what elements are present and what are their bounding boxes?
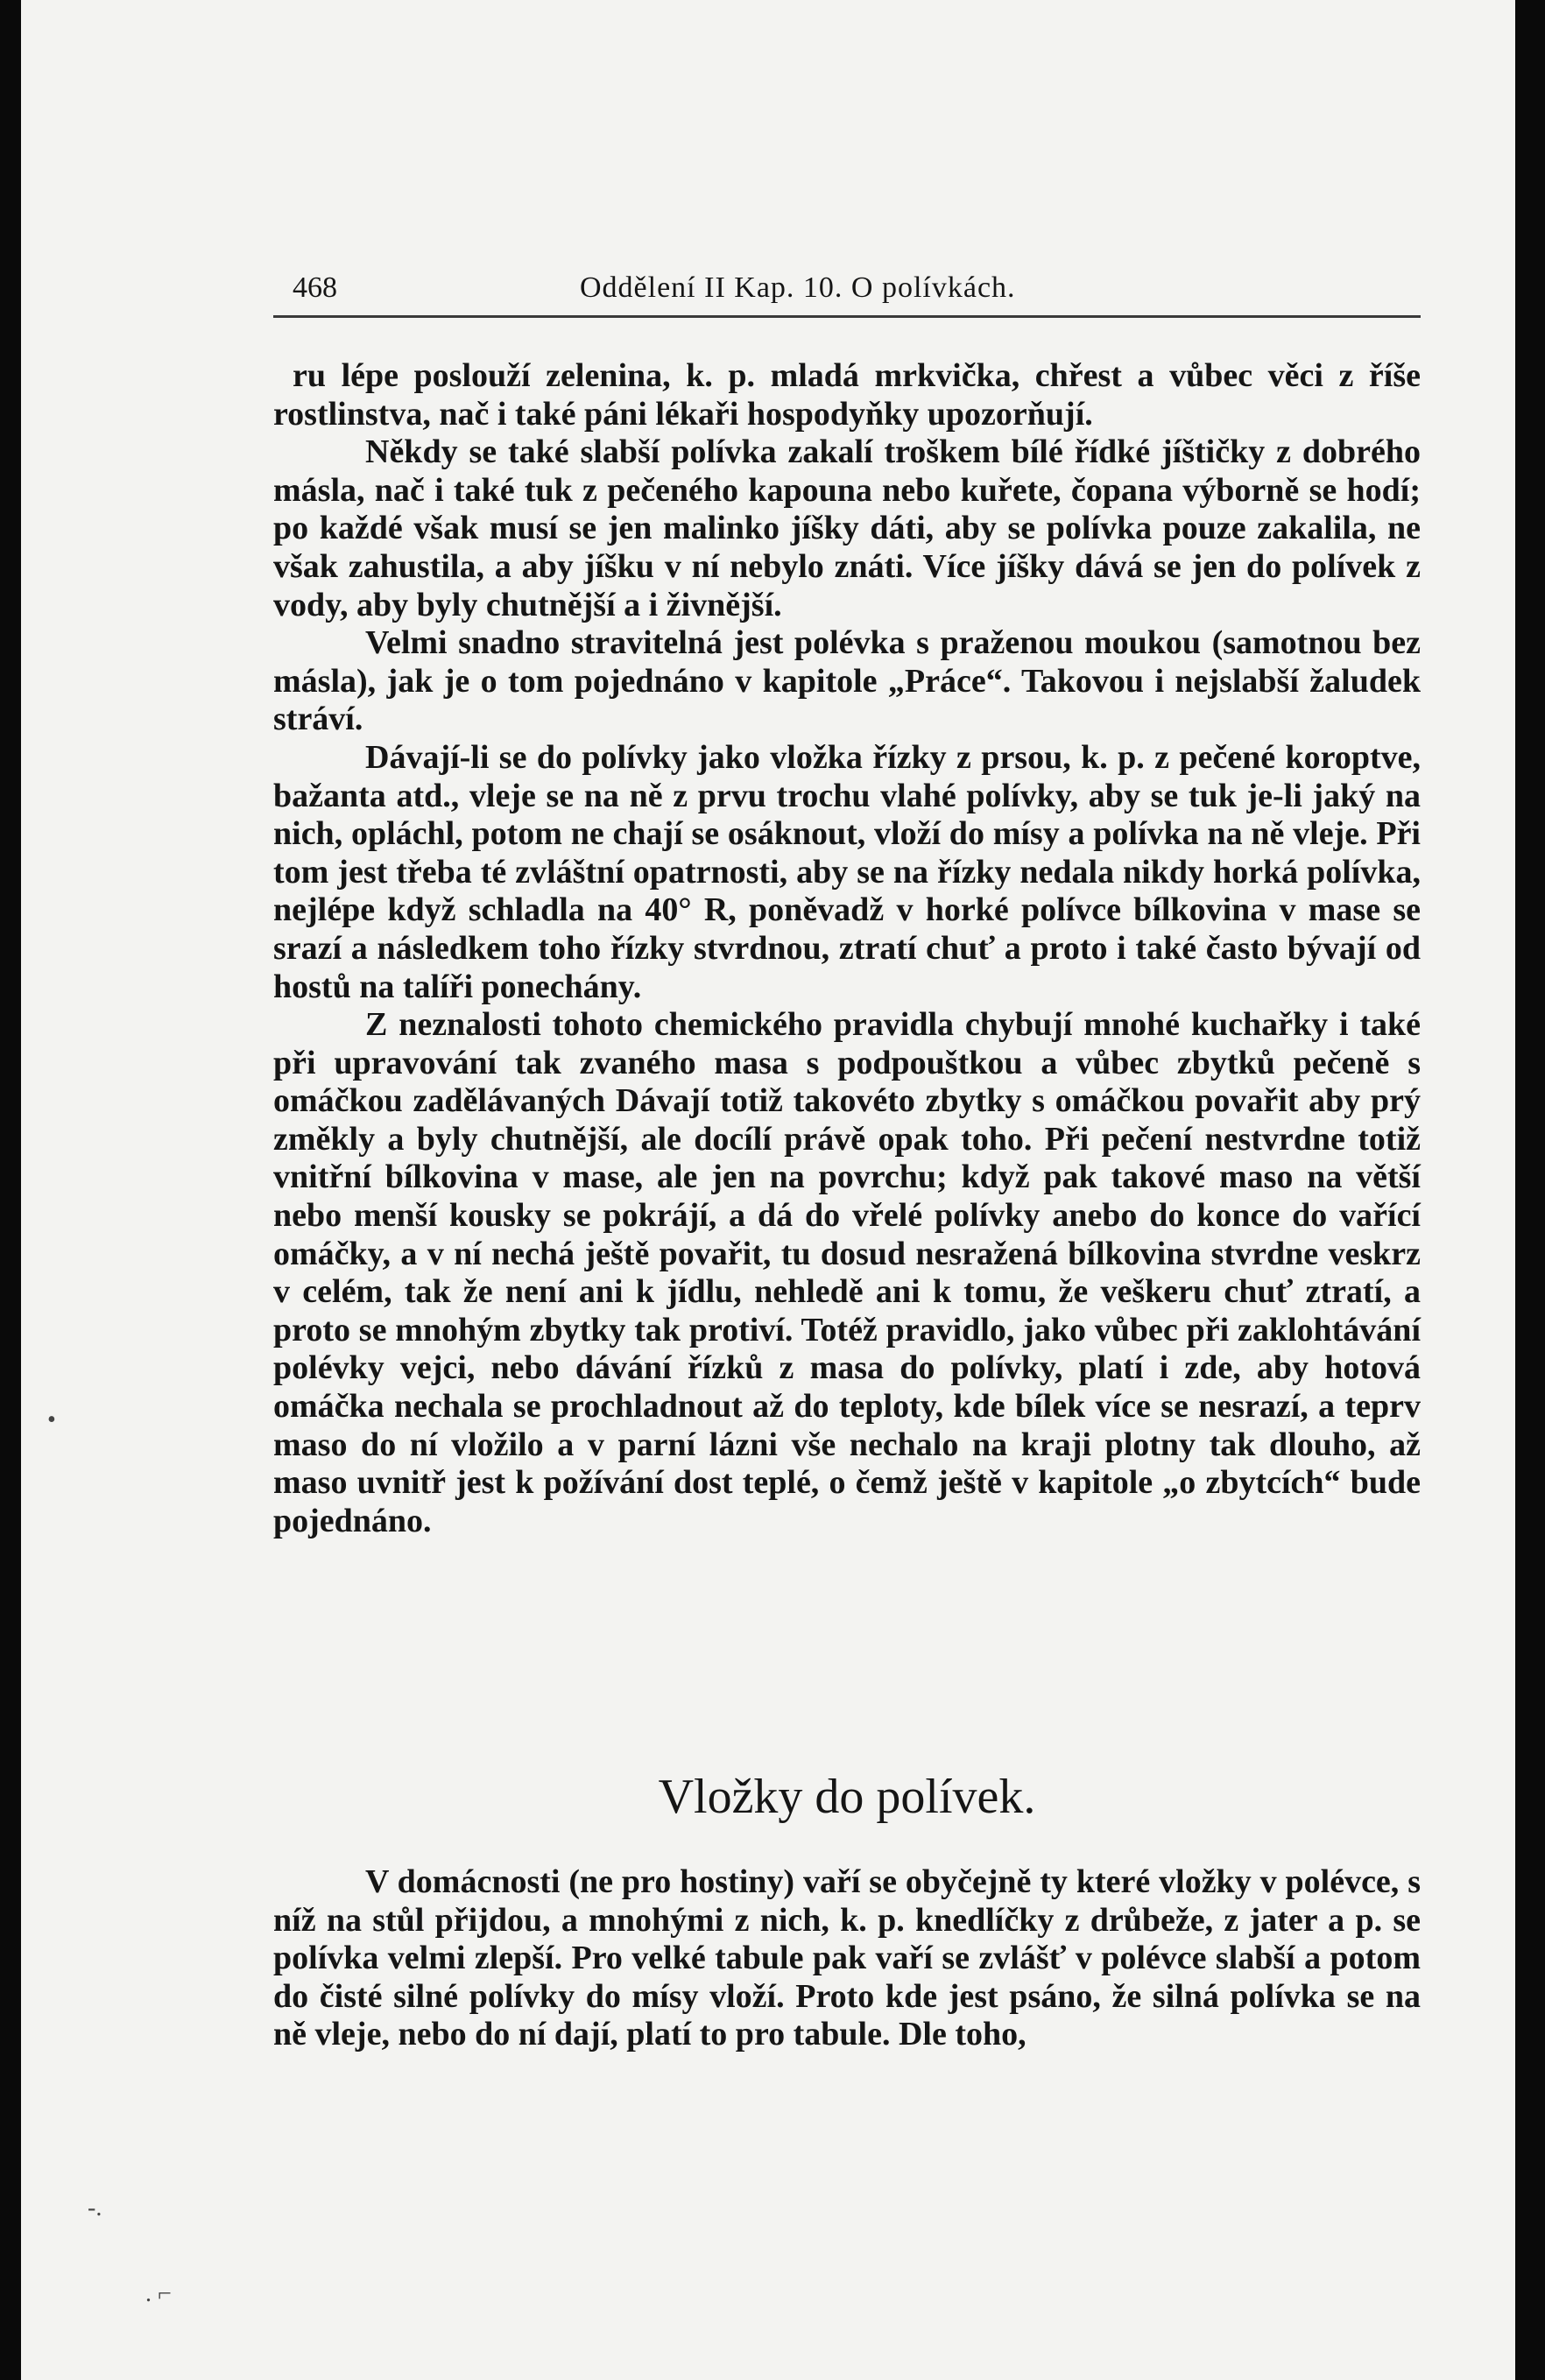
body-text bbox=[273, 357, 1421, 1540]
paragraph: V domácnosti (ne pro hostiny) vaří se obyčejně ty které vložky v polévce, s níž na stůl přijdou, a mnohými z nich, k. p. knedlíčky z drůbeže, z jater a p. se polívka velmi zlepší. Pro velké tabule pak vaří se zvlášť v polévce slabší a potom do čisté silné polívky do mísy vloží. Proto kde jest psáno, že silná polívka se na ně vleje, nebo do ní dají, platí to pro tabule. Dle toho, bbox=[273, 1863, 1421, 2053]
page-number: 468 bbox=[293, 271, 337, 304]
margin-mark: -. bbox=[88, 2194, 102, 2222]
margin-mark: • bbox=[47, 1406, 56, 1433]
running-title: Oddělení II Kap. 10. O polívkách. bbox=[580, 271, 1016, 304]
paragraph-continuation: ru lépe poslouží zelenina, k. p. mladá mrkvička, chřest a vůbec věci z říše rostlinstva, nač i také páni lékaři hospodyňky upozorňují. bbox=[273, 357, 1421, 433]
paragraph: Dávají-li se do polívky jako vložka řízky z prsou, k. p. z pečené koroptve, bažanta atd., vleje se na ně z prvu trochu vlahé polívky, aby se tuk je-li jaký na nich, opláchl, potom ne chají se osáknout, vloží do mísy a polívka na ně vleje. Při tom jest třeba té zvláštní opatrnosti, aby se na řízky nedala nikdy horká polívka, nejlépe když schladla na 40° R, poněvadž v horké polívce bílkovina v mase se srazí a následkem toho řízky stvrdnou, ztratí chuť a proto i také často bývají od hostů na talíři ponechány. bbox=[273, 738, 1421, 1005]
section-text bbox=[273, 1863, 1421, 2054]
section-title: Vložky do polívek. bbox=[658, 1770, 1036, 1824]
paragraph: Z neznalosti tohoto chemického pravidla chybují mnohé kuchařky i také při upravování tak zvaného masa s podpouštkou a vůbec zbytků pečeně s omáčkou zadělávaných Dávají totiž takovéto zbytky s omáčkou povařit aby prý změkly a byly chutnější, ale docílí právě opak toho. Při pečení nestvrdne totiž vnitřní bílkovina v mase, ale jen na povrchu; když pak takové maso na větší nebo menší kousky se pokrájí, a dá do vřelé polívky anebo do konce do vařící omáčky, a v ní nechá ještě povařit, tu dosud nesražená bílkovina stvrdne veskrz v celém, tak že není ani k jídlu, nehledě ani k tomu, že veškeru chuť ztratí, a proto se mnohým zbytky tak protiví. Totéž pravidlo, jako vůbec při zaklohtávání polévky vejci, nebo dávání řízků z masa do polívky, platí i zde, aby hotová omáčka nechala se prochladnout až do teploty, kde bílek více se nesrazí, a teprv maso do ní vložilo a v parní lázni vše nechalo na kraji plotny tak dlouho, až maso uvnitř jest k požívání dost teplé, o čemž ještě v kapitole „o zbytcích“ bude pojednáno. bbox=[273, 1006, 1421, 1539]
header-rule bbox=[273, 315, 1421, 318]
page-header bbox=[273, 263, 1421, 312]
paragraph: Někdy se také slabší polívka zakalí troškem bílé řídké jíštičky z dobrého másla, nač i také tuk z pečeného kapouna nebo kuřete, čopana výborně se hodí; po každé však musí se jen malinko jíšky dáti, aby se polívka pouze zakalila, ne však zahustila, a aby jíšku v ní nebylo znáti. Více jíšky dává se jen do polívek z vody, aby byly chutnější a i živnější. bbox=[273, 433, 1421, 623]
margin-mark: . ⌐ bbox=[145, 2280, 172, 2307]
paragraph: Velmi snadno stravitelná jest polévka s praženou moukou (samotnou bez másla), jak je o tom pojednáno v kapitole „Práce“. Takovou i nejslabší žaludek stráví. bbox=[273, 624, 1421, 738]
